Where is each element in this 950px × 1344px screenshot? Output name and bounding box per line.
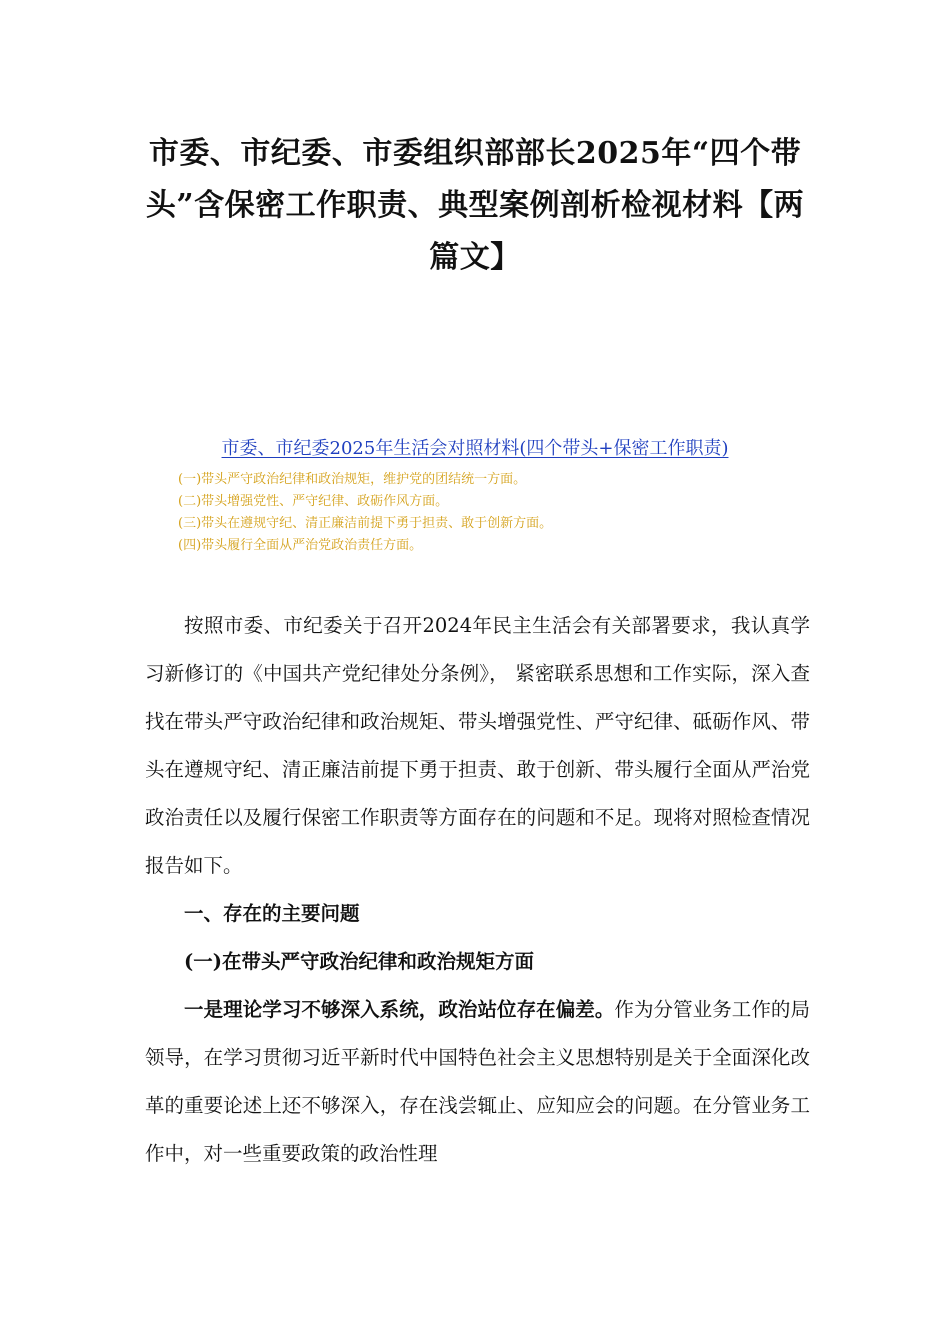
point-one-text: 作为分管业务工作的局领导，在学习贯彻习近平新时代中国特色社会主义思想特别是关于全面深化改革的重要论述上还不够深入，存在浅尝辄止、应知应会的问题。在分管业务工作中，对一些重要政策的政治性理	[145, 998, 810, 1165]
table-of-contents	[150, 435, 800, 557]
section-heading: 一、存在的主要问题	[184, 902, 360, 925]
toc-list	[150, 469, 800, 557]
subsection-heading: (一)在带头严守政治纪律和政治规矩方面	[184, 950, 534, 973]
toc-item[interactable]: (三)带头在遵规守纪、清正廉洁前提下勇于担责、敢于创新方面。	[178, 516, 553, 531]
document-body	[145, 602, 810, 1178]
point-one-paragraph	[145, 986, 810, 1178]
toc-item[interactable]: (四)带头履行全面从严治党政治责任方面。	[178, 538, 423, 553]
point-one-lead: 一是理论学习不够深入系统，政治站位存在偏差。	[184, 998, 615, 1021]
document-title: 市委、市纪委、市委组织部部长2025年“四个带头”含保密工作职责、典型案例剖析检视材料【两篇文】	[145, 136, 805, 275]
toc-item[interactable]: (二)带头增强党性、严守纪律、政砺作风方面。	[178, 494, 449, 509]
toc-heading-link[interactable]: 市委、市纪委2025年生活会对照材料(四个带头+保密工作职责)	[221, 438, 729, 459]
toc-item[interactable]: (一)带头严守政治纪律和政治规矩，维护党的团结统一方面。	[178, 472, 527, 487]
intro-paragraph: 按照市委、市纪委关于召开2024年民主生活会有关部署要求，我认真学习新修订的《中国共产党纪律处分条例》， 紧密联系思想和工作实际，深入查找在带头严守政治纪律和政治规矩、带头增强党性、严守纪律、砥砺作风、带头在遵规守纪、清正廉洁前提下勇于担责、敢于创新、带头履行全面从严治党政治责任以及履行保密工作职责等方面存在的问题和不足。现将对照检查情况报告如下。	[145, 614, 810, 877]
